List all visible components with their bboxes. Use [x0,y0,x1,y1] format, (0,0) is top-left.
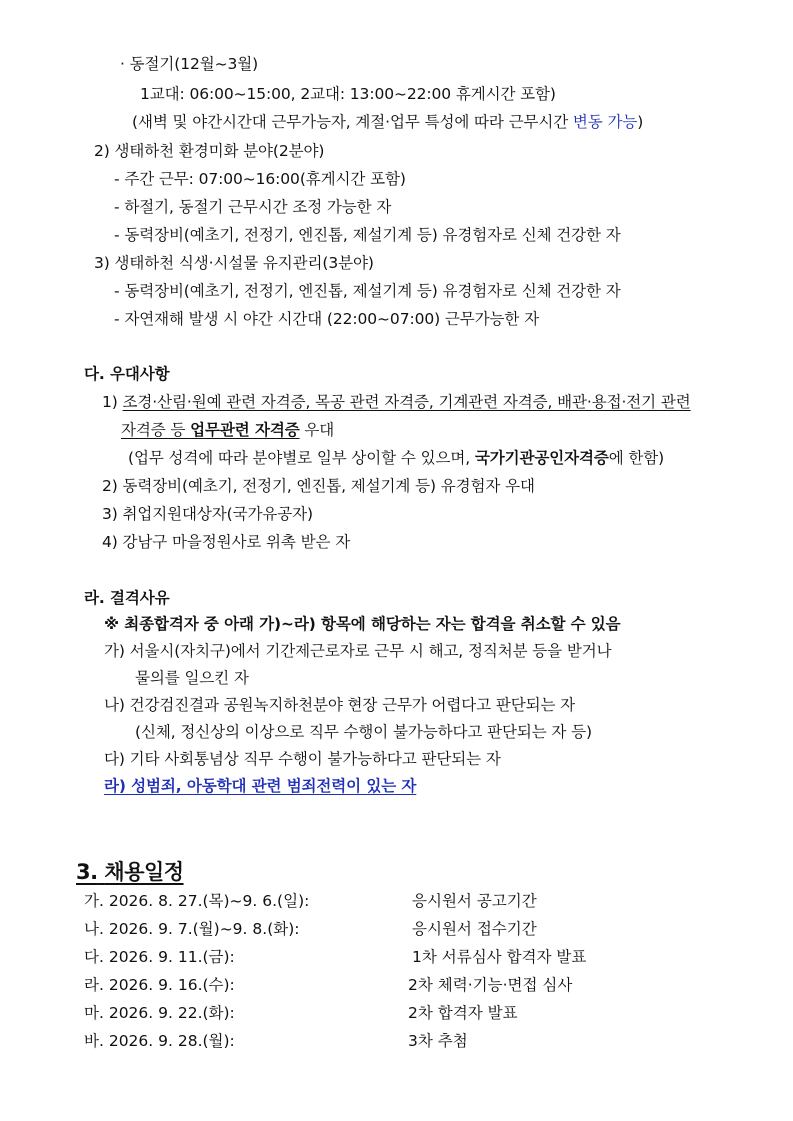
field2-item-3: - 동력장비(예초기, 전정기, 엔진톱, 제설기계 등) 유경험자로 신체 건강한 자 [114,226,621,244]
field2-item-2: - 하절기, 동절기 근무시간 조정 가능한 자 [114,198,392,216]
schedule-desc-1: 응시원서 공고기간 [412,892,537,910]
preference-item-3: 3) 취업지원대상자(국가유공자) [102,505,313,523]
schedule-date-6: 바. 2026. 9. 28.(월): [84,1032,235,1050]
field3-item-1: - 동력장비(예초기, 전정기, 엔진톱, 제설기계 등) 유경험자로 신체 건강한 자 [114,282,621,300]
disqualification-heading: 라. 결격사유 [84,589,170,607]
note-bold: 국가기관공인자격증 [474,449,609,467]
work-hours-note [132,112,643,132]
field3-header: 3) 생태하천 식생·시설물 유지관리(3분야) [94,254,374,272]
schedule-desc-3: 1차 서류심사 합격자 발표 [412,948,587,966]
schedule-title [76,856,184,886]
preference-item-2: 2) 동력장비(예초기, 전정기, 엔진톱, 제설기계 등) 유경험자 우대 [102,477,535,495]
winter-header: · 동절기(12월~3월) [120,55,259,73]
schedule-desc-4: 2차 체력·기능·면접 심사 [408,976,573,994]
preference-item-4: 4) 강남구 마을정원사로 위촉 받은 자 [102,533,351,551]
preference-item-1 [102,392,691,412]
preference-item-1-num: 1) [102,393,123,411]
preference-item-1-bold: 업무관련 자격증 [190,421,300,439]
schedule-date-1: 가. 2026. 8. 27.(목)~9. 6.(일): [84,892,310,910]
preference-heading: 다. 우대사항 [84,365,170,383]
field2-header: 2) 생태하천 환경미화 분야(2분야) [94,142,325,160]
schedule-date-4: 라. 2026. 9. 16.(수): [84,976,235,994]
note-after: ) [637,113,644,131]
schedule-date-5: 마. 2026. 9. 22.(화): [84,1004,235,1022]
winter-shifts: 1교대: 06:00~15:00, 2교대: 13:00~22:00 휴게시간 포함) [140,85,556,103]
schedule-date-3: 다. 2026. 9. 11.(금): [84,948,235,966]
schedule-desc-6: 3차 추첨 [408,1032,468,1050]
disqualification-d [104,776,416,796]
preference-item-1-note [128,448,664,468]
schedule-title-text: 채용일정 [104,860,184,884]
preference-item-1-line2 [121,420,334,440]
disqualification-a-line1: 가) 서울시(자치구)에서 기간제근로자로 근무 시 해고, 정직처분 등을 받거나 [104,642,612,660]
note-end: 에 한함) [608,449,665,467]
schedule-title-num: 3. [76,860,98,884]
disqualification-b-line2: (신체, 정신상의 이상으로 직무 수행이 불가능하다고 판단되는 자 등) [135,723,592,741]
field2-item-1: - 주간 근무: 07:00~16:00(휴게시간 포함) [114,170,406,188]
disqualification-notice: ※ 최종합격자 중 아래 가)~라) 항목에 해당하는 자는 합격을 취소할 수 있음 [104,615,621,633]
preference-item-1-certs: 조경·산림·원예 관련 자격증, 목공 관련 자격증, 기계관련 자격증, 배관·용접·전기 관련 [122,393,691,411]
note-start: (업무 성격에 따라 분야별로 일부 상이할 수 있으며, [128,449,475,467]
disqualification-d-text: 라) 성범죄, 아동학대 관련 범죄전력이 있는 자 [104,777,417,795]
note-before: (새벽 및 야간시간대 근무가능자, 계절·업무 특성에 따라 근무시간 [132,113,573,131]
note-highlight: 변동 가능 [572,113,638,131]
preference-item-1-etc: 자격증 등 [121,421,191,439]
schedule-date-2: 나. 2026. 9. 7.(월)~9. 8.(화): [84,920,300,938]
disqualification-c: 다) 기타 사회통념상 직무 수행이 불가능하다고 판단되는 자 [104,750,501,768]
preference-item-1-tail: 우대 [299,421,335,439]
schedule-desc-2: 응시원서 접수기간 [412,920,537,938]
field3-item-2: - 자연재해 발생 시 야간 시간대 (22:00~07:00) 근무가능한 자 [114,310,539,328]
disqualification-a-line2: 물의를 일으킨 자 [135,669,249,687]
disqualification-b-line1: 나) 건강검진결과 공원녹지하천분야 현장 근무가 어렵다고 판단되는 자 [104,696,576,714]
schedule-desc-5: 2차 합격자 발표 [408,1004,518,1022]
